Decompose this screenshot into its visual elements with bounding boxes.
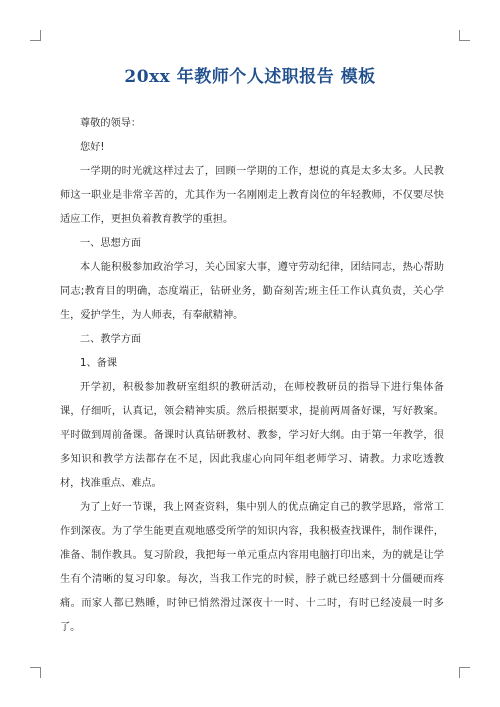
crop-mark-top-right (459, 30, 470, 41)
greeting: 您好! (80, 142, 105, 153)
section-heading-ideology: 一、思想方面 (80, 238, 142, 249)
subheading-lesson-prep: 1、备课 (80, 358, 118, 369)
crop-mark-bottom-right (459, 667, 470, 678)
ideology-paragraph: 本人能积极参加政治学习，关心国家大事，遵守劳动纪律，团结同志，热心帮助同志;教育目的明确，态度端正，钻研业务，勤奋刻苦;班主任工作认真负责，关心学生，爱护学生，为人师表，有奉献精神。 (60, 262, 444, 321)
document-title: 20xx 年教师个人述职报告 模板 (124, 67, 376, 87)
intro-paragraph: 一学期的时光就这样过去了，回顾一学期的工作，想说的真是太多太多。人民教师这一职业是非常辛苦的，尤其作为一名刚刚走上教育岗位的年轻教师，不仅要尽快适应工作，更担负着教育教学的重担。 (60, 166, 444, 225)
class-prep-paragraph: 为了上好一节课，我上网查资料，集中别人的优点确定自己的教学思路，常常工作到深夜。为了学生能更直观地感受所学的知识内容，我积极查找课件，制作课件，准备、制作教具。复习阶段，我把每一单元重点内容用电脑打印出来，为的就是让学生有个清晰的复习印象。每次，当我工作完的时候，脖子就已经感到十分僵硬而疼痛。而家人都已熟睡，时钟已悄然滑过深夜十一时、十二时，有时已经凌晨一时多了。 (60, 502, 444, 633)
crop-mark-top-left (30, 30, 41, 41)
section-heading-teaching: 二、教学方面 (80, 334, 142, 345)
salutation: 尊敬的领导： (80, 118, 142, 129)
crop-mark-bottom-left (30, 667, 41, 678)
lesson-prep-paragraph: 开学初，积极参加教研室组织的教研活动，在师校教研员的指导下进行集体备课，仔细听，认真记，领会精神实质。然后根据要求，提前两周备好课，写好教案。平时做到周前备课。备课时认真钻研教材、教参，学习好大纲。由于第一年教学，很多知识和教学方法都存在不足，因此我虚心向同年组老师学习、请教。力求吃透教材，找准重点、难点。 (60, 382, 444, 489)
document-body (60, 112, 444, 640)
